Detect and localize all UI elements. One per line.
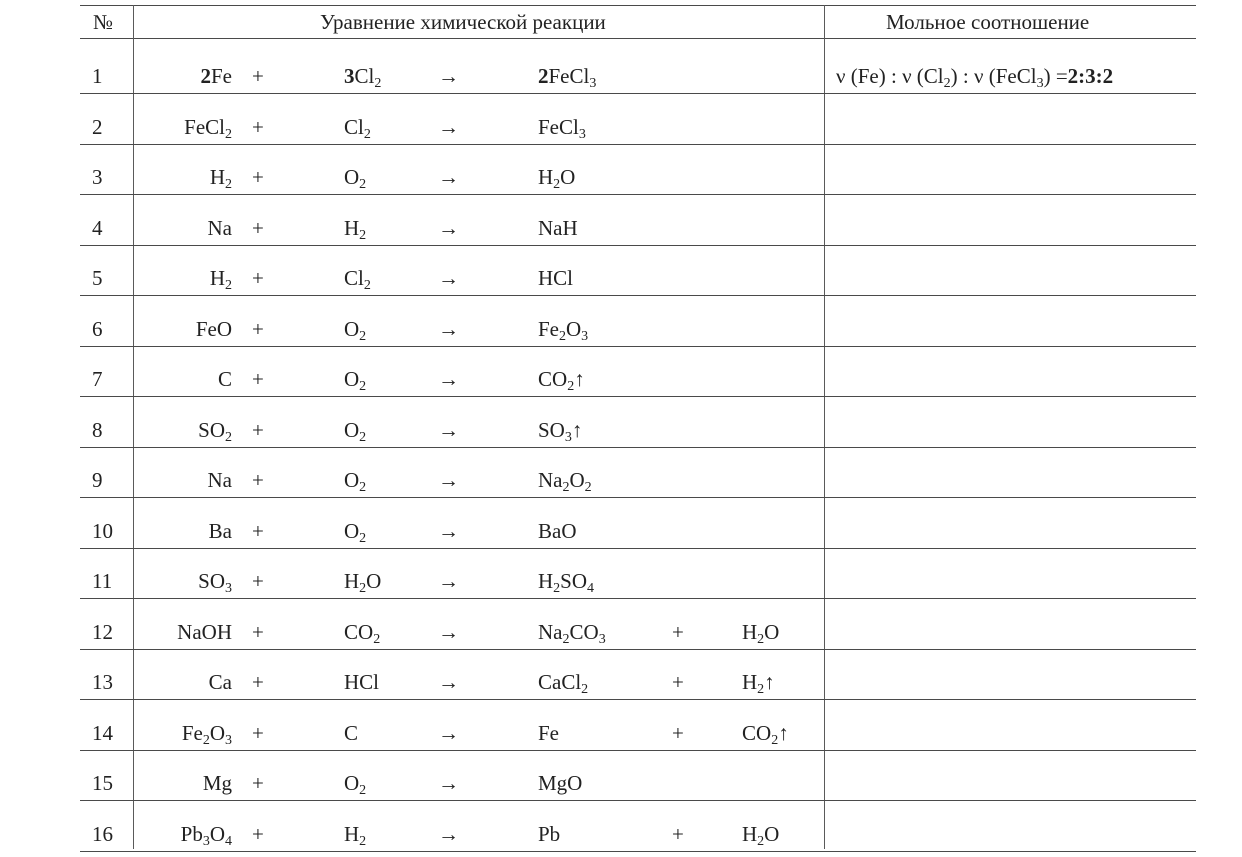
molar-ratio: ν (Fe) : ν $(Cl_2)$ : ν (FeCl$_3$) =2:3:2 [836, 64, 1114, 91]
reactant-2: C [344, 720, 359, 745]
plus-sign: + [252, 468, 264, 492]
row-divider [80, 851, 1196, 852]
plus-sign: + [252, 771, 264, 795]
row-divider [80, 295, 1196, 296]
row-number: 10 [92, 518, 113, 543]
reaction-arrow: → [438, 367, 459, 391]
plus-sign: + [252, 215, 264, 240]
reaction-arrow: → [438, 165, 459, 189]
plus-sign: + [252, 266, 264, 290]
row-divider [80, 649, 1196, 650]
plus-sign: + [252, 417, 264, 442]
product-1: MgO [538, 771, 583, 795]
product-1: HCl [538, 266, 574, 290]
row-number: 14 [92, 720, 113, 745]
row-number: 2 [92, 114, 103, 139]
header-number: № [93, 10, 114, 34]
row-divider [80, 245, 1196, 246]
plus-sign: + [252, 114, 264, 139]
row-number: 9 [92, 468, 103, 492]
row-number: 7 [92, 367, 103, 391]
row-number: 6 [92, 316, 103, 341]
product-1: Fe [538, 720, 559, 745]
reactant-1: $Fe_2O_3$ [181, 720, 232, 748]
reactant-2: $O_2$ [344, 518, 367, 546]
plus-sign: + [252, 720, 264, 745]
row-number: 12 [92, 619, 113, 644]
row-divider [80, 548, 1196, 549]
reaction-arrow: → [438, 720, 459, 745]
reactant-1: FeCl$_2$ [184, 114, 232, 142]
product-2: $H_2O$ [742, 821, 780, 849]
product-1: $Na_2O_2$ [538, 468, 592, 495]
plus-sign: + [672, 821, 684, 846]
reactant-2: $Cl_2$ [344, 266, 371, 293]
reaction-arrow: → [438, 417, 459, 442]
reactant-2: $3Cl_2$ [344, 64, 382, 91]
reaction-arrow: → [438, 215, 459, 240]
product-1: $CO_2↑$ [538, 367, 585, 394]
product-1: 2FeCl$_3$ [538, 64, 597, 91]
row-number: 3 [92, 165, 103, 189]
row-number: 8 [92, 417, 103, 442]
plus-sign: + [252, 619, 264, 644]
reactant-2: $O_2$ [344, 367, 367, 394]
reaction-arrow: → [438, 468, 459, 492]
table-top-border [80, 5, 1196, 6]
row-divider [80, 144, 1196, 145]
product-1: $SO_3↑$ [538, 417, 583, 445]
reactant-1: Ca [208, 670, 232, 694]
reactant-1: FeO [195, 316, 232, 341]
column-divider-ratio [824, 5, 825, 849]
plus-sign: + [252, 518, 264, 543]
reactant-2: $H_2O$ [344, 569, 382, 596]
product-1: NaH [538, 215, 578, 240]
plus-sign: + [252, 64, 264, 88]
row-divider [80, 447, 1196, 448]
reactant-1: 2Fe [200, 64, 232, 88]
reaction-arrow: → [438, 821, 459, 846]
product-1: Pb [538, 821, 561, 846]
header-ratio: Мольное соотношение [886, 10, 1090, 34]
reactant-1: NaOH [177, 619, 232, 644]
reactant-2: $Cl_2$ [344, 114, 371, 142]
product-1: $Fe_2O_3$ [538, 316, 589, 344]
reactant-1: Ba [208, 518, 232, 543]
reactant-1: $H_2$ [209, 165, 232, 192]
product-1: CaCl$_2$ [538, 670, 589, 697]
product-1: BaO [538, 518, 577, 543]
reactant-1: $SO_3$ [198, 569, 232, 596]
header-bottom-border [80, 38, 1196, 39]
plus-sign: + [252, 821, 264, 846]
reaction-arrow: → [438, 619, 459, 644]
row-number: 5 [92, 266, 103, 290]
row-divider [80, 699, 1196, 700]
reactant-2: $H_2$ [344, 215, 367, 243]
row-number: 15 [92, 771, 113, 795]
reactant-2: $O_2$ [344, 316, 367, 344]
reactant-2: $O_2$ [344, 468, 367, 495]
product-2: $H_2O$ [742, 619, 780, 647]
header-equation: Уравнение химической реакции [320, 10, 606, 34]
row-divider [80, 497, 1196, 498]
plus-sign: + [672, 619, 684, 644]
row-divider [80, 800, 1196, 801]
product-2: $H_2↑$ [742, 670, 775, 697]
reactant-2: $O_2$ [344, 771, 367, 798]
reaction-arrow: → [438, 114, 459, 139]
reaction-arrow: → [438, 771, 459, 795]
reactant-2: $O_2$ [344, 165, 367, 192]
row-number: 16 [92, 821, 113, 846]
reactant-2: $O_2$ [344, 417, 367, 445]
reactant-1: Na [207, 215, 232, 240]
row-divider [80, 750, 1196, 751]
row-number: 13 [92, 670, 113, 694]
row-number: 11 [92, 569, 113, 593]
plus-sign: + [252, 316, 264, 341]
reactant-1: Mg [202, 771, 232, 795]
row-divider [80, 346, 1196, 347]
reaction-arrow: → [438, 316, 459, 341]
reactant-1: Na [207, 468, 232, 492]
row-divider [80, 194, 1196, 195]
reactant-2: HCl [344, 670, 380, 694]
plus-sign: + [252, 367, 264, 391]
plus-sign: + [252, 165, 264, 189]
reactant-1: $SO_2$ [198, 417, 232, 445]
product-1: $Na_2CO_3$ [538, 619, 606, 647]
reactant-1: $Pb_3O_4$ [180, 821, 232, 849]
row-divider [80, 396, 1196, 397]
product-1: FeCl$_3$ [538, 114, 586, 142]
plus-sign: + [672, 720, 684, 745]
reaction-arrow: → [438, 518, 459, 543]
reactant-1: C [217, 367, 232, 391]
row-number: 1 [92, 64, 103, 88]
reactant-1: $H_2$ [209, 266, 232, 293]
row-divider [80, 93, 1196, 94]
reactant-2: $H_2$ [344, 821, 367, 849]
reactant-2: $CO_2$ [344, 619, 381, 647]
reaction-arrow: → [438, 64, 459, 88]
plus-sign: + [252, 569, 264, 593]
product-1: $H_2O$ [538, 165, 576, 192]
reaction-arrow: → [438, 266, 459, 290]
row-number: 4 [92, 215, 103, 240]
reaction-arrow: → [438, 670, 459, 694]
plus-sign: + [252, 670, 264, 694]
row-divider [80, 598, 1196, 599]
reaction-arrow: → [438, 569, 459, 593]
product-2: $CO_2↑$ [742, 720, 789, 748]
plus-sign: + [672, 670, 684, 694]
product-1: $H_2SO_4$ [538, 569, 595, 596]
